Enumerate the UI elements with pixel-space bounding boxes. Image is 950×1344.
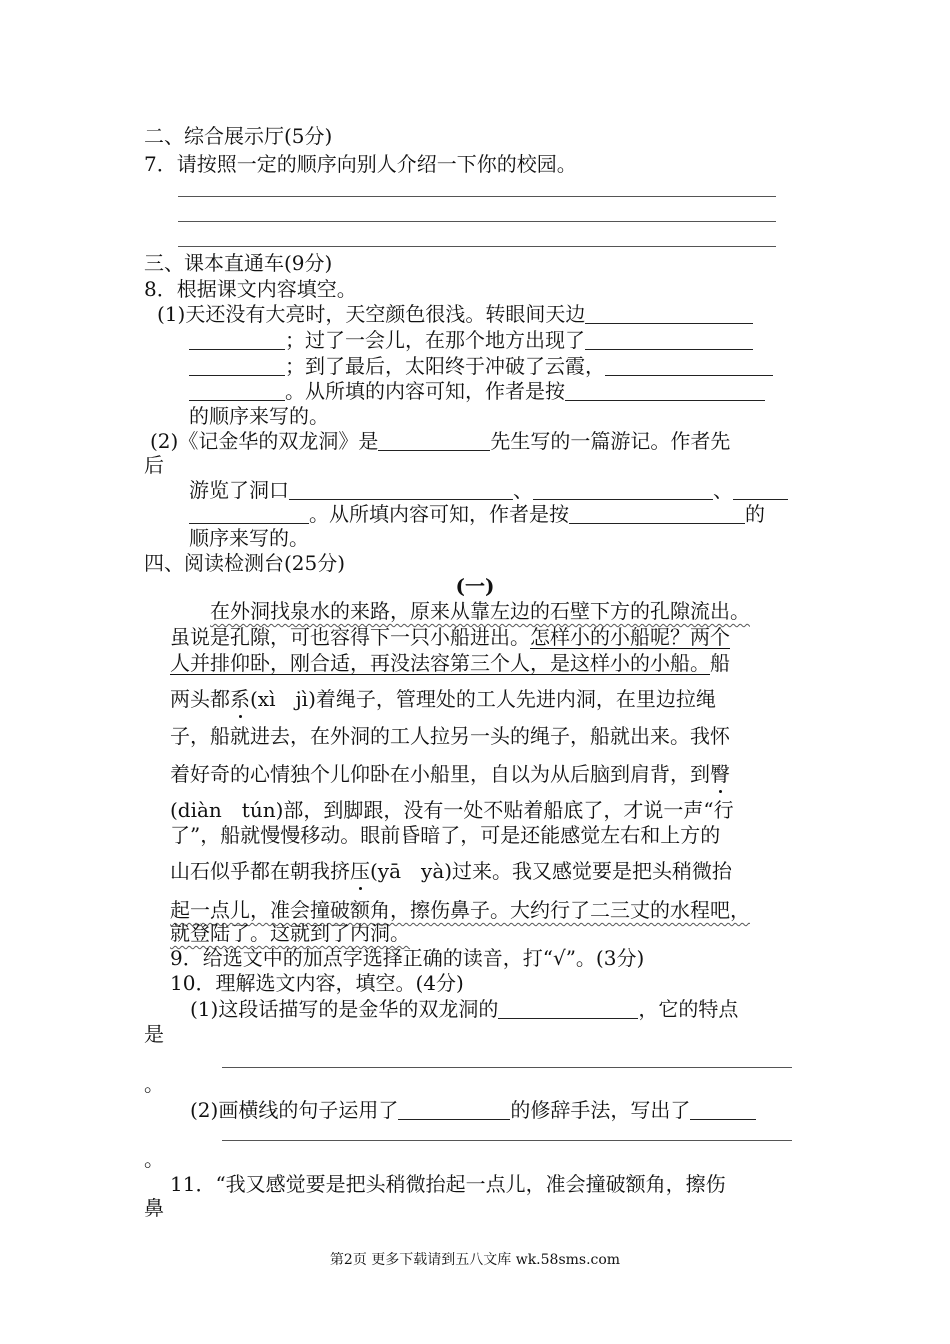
answer-line[interactable] xyxy=(222,1140,792,1141)
fill-blank[interactable] xyxy=(585,303,753,324)
q8-2-line3: 游览了洞口 、 、 xyxy=(189,477,788,503)
q8-1-line3: ；到了最后，太阳终于冲破了云霞， xyxy=(189,353,773,379)
fill-blank[interactable] xyxy=(289,479,513,500)
section2-heading: 二、综合展示厅(5分) xyxy=(144,124,333,148)
q8-2-line5: 顺序来写的。 xyxy=(189,526,309,550)
q8-1-line5: 的顺序来写的。 xyxy=(189,404,329,428)
answer-line[interactable] xyxy=(178,196,776,197)
q10-1-line2: 是 xyxy=(144,1022,164,1046)
q8-2-line2: 后 xyxy=(144,453,164,477)
q10-1-end: 。 xyxy=(144,1072,164,1096)
underlined-sentence: 人并排仰卧，刚合适，再没法容第三个人，是这样小的小船。 xyxy=(170,651,710,675)
passage-line: 两头都系(xì jì)着绳子，管理处的工人先进内洞，在里边拉绳 xyxy=(170,687,716,711)
passage-line: 起一点儿，准会撞破额角，擦伤鼻子。大约行了二三丈的水程吧， xyxy=(170,898,750,922)
underlined-sentence: 怎样小的小船呢？两个 xyxy=(530,625,730,649)
passage-title: (一) xyxy=(455,574,495,598)
passage-line: 着好奇的心情独个儿仰卧在小船里，自以为从后脑到肩背，到臀 xyxy=(170,762,730,786)
fill-blank[interactable] xyxy=(533,479,713,500)
page-footer: 第2页 更多下载请到五八文库 wk.58sms.com xyxy=(329,1252,621,1268)
q10-2-line1: (2)画横线的句子运用了 的修辞手法，写出了 xyxy=(190,1097,756,1123)
answer-line[interactable] xyxy=(178,246,776,247)
passage-line: 在外洞找泉水的来路，原来从靠左边的石壁下方的孔隙流出。 xyxy=(210,599,750,623)
question-7: 7．请按照一定的顺序向别人介绍一下你的校园。 xyxy=(144,152,577,176)
question-8: 8．根据课文内容填空。 xyxy=(144,277,357,301)
fill-blank[interactable] xyxy=(605,355,773,376)
fill-blank[interactable] xyxy=(189,503,309,524)
passage-line: 就登陆了。这就到了内洞。 xyxy=(170,921,410,945)
dotted-character: 系 xyxy=(230,687,250,711)
fill-blank[interactable] xyxy=(378,430,490,451)
q8-1-line2: ；过了一会儿，在那个地方出现了 xyxy=(189,327,753,353)
dotted-character: 臀 xyxy=(710,762,730,786)
passage-line: 人并排仰卧，刚合适，再没法容第三个人，是这样小的小船。船 xyxy=(170,651,730,675)
q10-1-line1: (1)这段话描写的是金华的双龙洞的 ，它的特点 xyxy=(190,997,739,1021)
section4-heading: 四、阅读检测台(25分) xyxy=(144,551,346,575)
fill-blank[interactable] xyxy=(569,503,745,524)
fill-blank[interactable] xyxy=(565,380,765,401)
fill-blank[interactable] xyxy=(585,329,753,350)
passage-line: 山石似乎都在朝我挤压(yā yà)过来。我又感觉要是把头稍微抬 xyxy=(170,859,733,883)
q10-2-end: 。 xyxy=(144,1147,164,1171)
fill-blank[interactable] xyxy=(189,380,285,401)
answer-line[interactable] xyxy=(178,221,776,222)
passage-line: 子，船就进去，在外洞的工人拉另一头的绳子，船就出来。我怀 xyxy=(170,724,730,748)
question-10: 10．理解选文内容，填空。(4分) xyxy=(170,971,464,995)
question-11: 11．“我又感觉要是把头稍微抬起一点儿，准会撞破额角，擦伤 xyxy=(170,1172,726,1196)
section3-heading: 三、课本直通车(9分) xyxy=(144,251,333,275)
fill-blank[interactable] xyxy=(498,998,638,1019)
fill-blank[interactable] xyxy=(733,479,788,500)
question-9: 9．给选文中的加点字选择正确的读音，打“√”。(3分) xyxy=(170,946,645,970)
question-11-cont: 鼻 xyxy=(144,1196,164,1220)
fill-blank[interactable] xyxy=(398,1099,510,1120)
dotted-character: 压 xyxy=(350,859,370,883)
q8-2-line4: 。从所填内容可知，作者是按 的 xyxy=(189,501,765,527)
q8-1-line1: (1)天还没有大亮时，天空颜色很浅。转眼间天边 xyxy=(157,301,753,327)
passage-line: 了”，船就慢慢移动。眼前昏暗了，可是还能感觉左右和上方的 xyxy=(170,823,721,847)
answer-line[interactable] xyxy=(222,1067,792,1068)
passage-line: (diàn tún)部，到脚跟，没有一处不贴着船底了，才说一声“行 xyxy=(170,798,734,822)
passage-line: 虽说是孔隙，可也容得下一只小船进出。怎样小的小船呢？两个 xyxy=(170,625,730,649)
q8-1-line4: 。从所填的内容可知，作者是按 xyxy=(189,378,765,404)
fill-blank[interactable] xyxy=(189,329,285,350)
fill-blank[interactable] xyxy=(690,1099,756,1120)
q8-2-line1: (2)《记金华的双龙洞》是 先生写的一篇游记。作者先 xyxy=(150,429,731,453)
fill-blank[interactable] xyxy=(189,355,285,376)
